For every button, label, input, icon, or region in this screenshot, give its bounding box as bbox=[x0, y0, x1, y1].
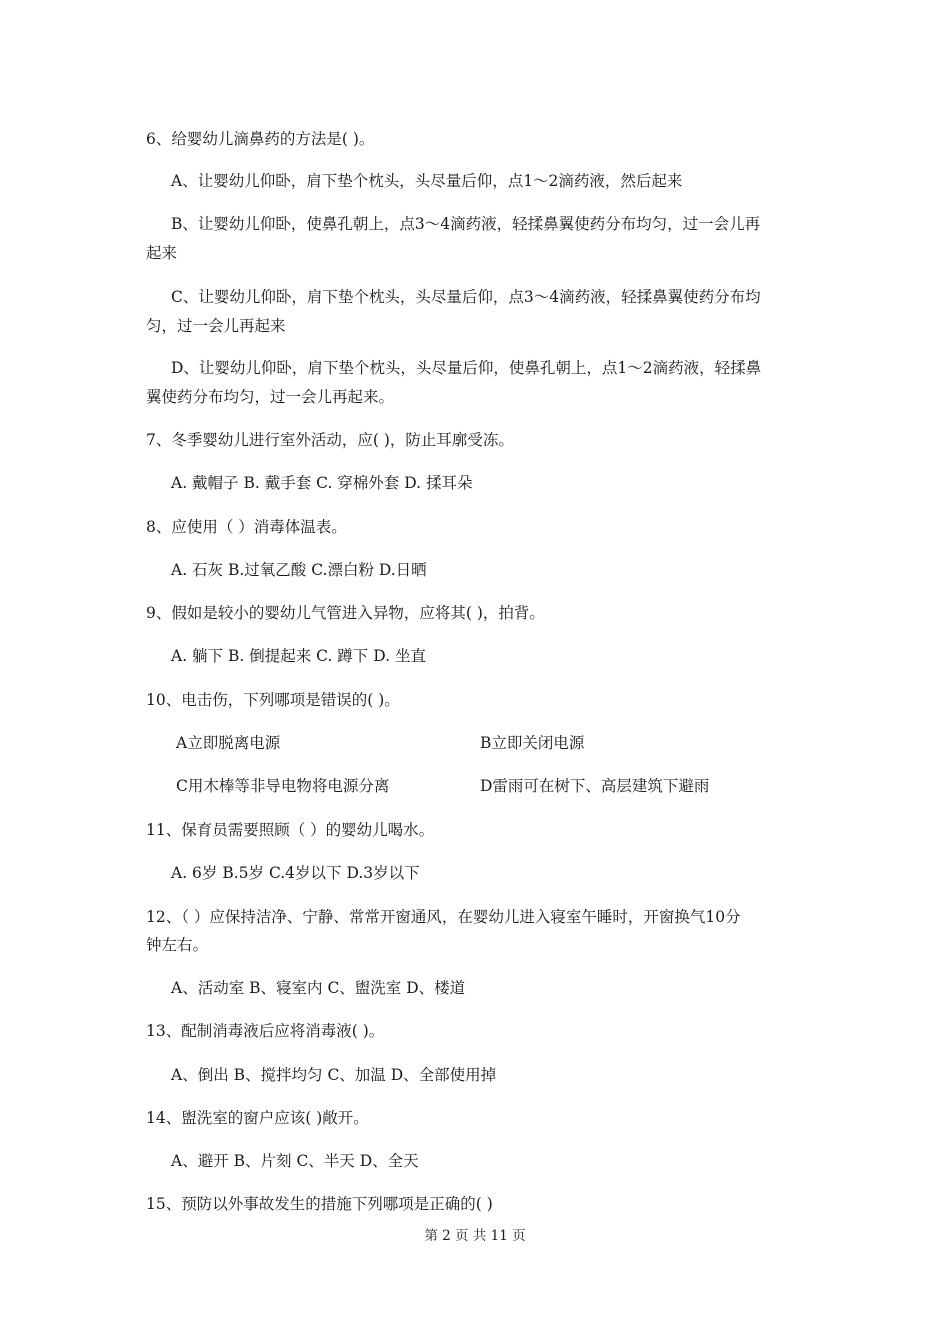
question-10-option-a: A立即脱离电源 bbox=[176, 734, 281, 752]
question-14-options: A、避开 B、片刻 C、半天 D、全天 bbox=[171, 1152, 419, 1170]
question-6-option-c-line1: C、让婴幼儿仰卧，肩下垫个枕头，头尽量后仰，点3～4滴药液，轻揉鼻翼使药分布均 bbox=[171, 288, 761, 306]
question-6-option-a: A、让婴幼儿仰卧，肩下垫个枕头，头尽量后仰，点1～2滴药液，然后起来 bbox=[171, 172, 683, 190]
question-10-option-c: C用木棒等非导电物将电源分离 bbox=[176, 777, 390, 795]
question-9-stem: 9、假如是较小的婴幼儿气管进入异物，应将其( )，拍背。 bbox=[146, 604, 545, 622]
question-10-option-d: D雷雨可在树下、高层建筑下避雨 bbox=[480, 777, 710, 795]
question-12-stem-line1: 12、（ ）应保持洁净、宁静、常常开窗通风，在婴幼儿进入寝室午睡时，开窗换气10分 bbox=[146, 908, 741, 926]
question-12-options: A、活动室 B、寝室内 C、盥洗室 D、楼道 bbox=[171, 979, 466, 997]
question-14-stem: 14、盥洗室的窗户应该( )敞开。 bbox=[146, 1109, 369, 1127]
question-6-option-c-line2: 匀，过一会儿再起来 bbox=[146, 317, 286, 335]
question-6-stem: 6、给婴幼儿滴鼻药的方法是( )。 bbox=[146, 130, 375, 148]
question-10-option-b: B立即关闭电源 bbox=[480, 734, 585, 752]
question-15-stem: 15、预防以外事故发生的措施下列哪项是正确的( ) bbox=[146, 1195, 493, 1213]
question-9-options: A. 躺下 B. 倒提起来 C. 蹲下 D. 坐直 bbox=[171, 647, 426, 665]
question-7-options: A. 戴帽子 B. 戴手套 C. 穿棉外套 D. 揉耳朵 bbox=[171, 474, 473, 492]
question-10-stem: 10、电击伤，下列哪项是错误的( )。 bbox=[146, 691, 400, 709]
question-11-stem: 11、保育员需要照顾（ ）的婴幼儿喝水。 bbox=[146, 821, 435, 839]
question-13-options: A、倒出 B、搅拌均匀 C、加温 D、全部使用掉 bbox=[171, 1066, 497, 1084]
question-7-stem: 7、冬季婴幼儿进行室外活动，应( )，防止耳廓受冻。 bbox=[146, 431, 514, 449]
question-6-option-d-line2: 翼使药分布均匀，过一会儿再起来。 bbox=[146, 388, 395, 406]
question-13-stem: 13、配制消毒液后应将消毒液( )。 bbox=[146, 1022, 385, 1040]
question-6-option-b-line2: 起来 bbox=[146, 244, 178, 262]
question-11-options: A. 6岁 B.5岁 C.4岁以下 D.3岁以下 bbox=[171, 864, 420, 882]
page-footer: 第 2 页 共 11 页 bbox=[424, 1228, 526, 1244]
question-6-option-b-line1: B、让婴幼儿仰卧，使鼻孔朝上，点3～4滴药液，轻揉鼻翼使药分布均匀，过一会儿再 bbox=[171, 215, 761, 233]
question-8-stem: 8、应使用（ ）消毒体温表。 bbox=[146, 518, 347, 536]
question-12-stem-line2: 钟左右。 bbox=[146, 936, 209, 954]
question-6-option-d-line1: D、让婴幼儿仰卧，肩下垫个枕头，头尽量后仰，使鼻孔朝上，点1～2滴药液，轻揉鼻 bbox=[171, 359, 762, 377]
question-8-options: A. 石灰 B.过氧乙酸 C.漂白粉 D.日晒 bbox=[171, 561, 427, 579]
